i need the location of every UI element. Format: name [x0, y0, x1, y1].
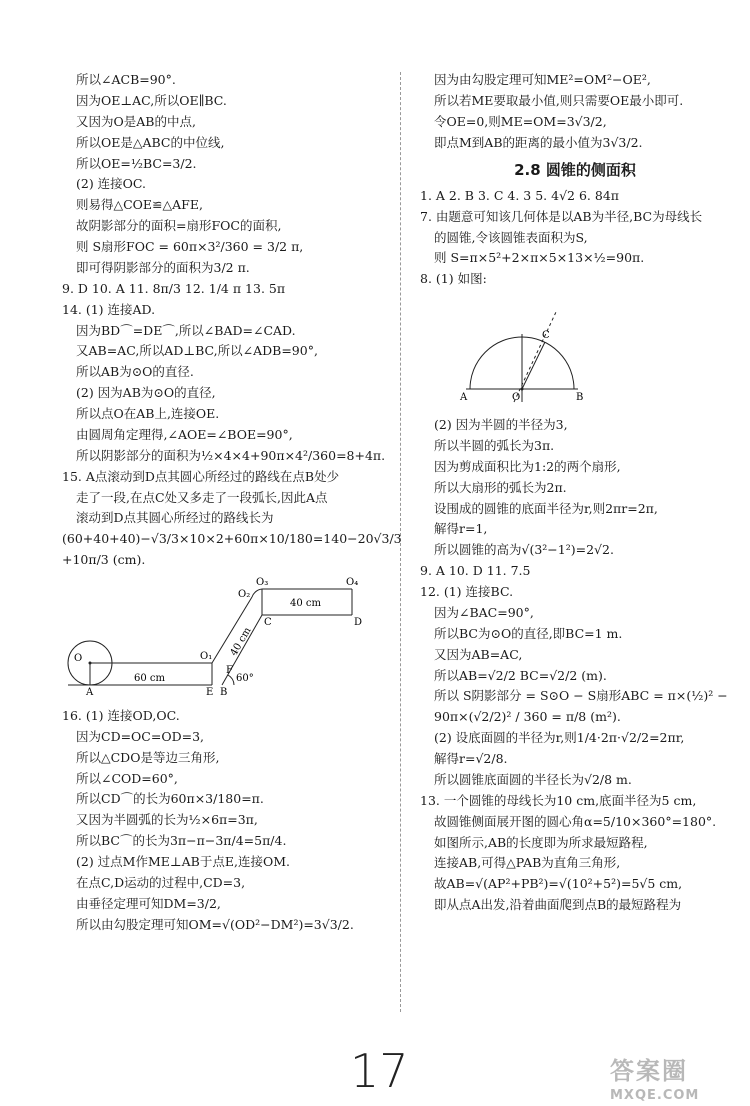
label-c: C [264, 617, 272, 628]
watermark-text: 答案圈 [610, 1057, 688, 1085]
answer-line: 9. A 10. D 11. 7.5 [420, 563, 531, 579]
formula-line: (60+40+40)−√3/3×10×2+60π×10/180=140−20√3/3 [62, 531, 402, 547]
text-line: 滚动到D点其圆心所经过的路线长为 [76, 510, 274, 526]
text-line: 所以阴影部分的面积为½×4×4+90π×4²/360=8+4π. [76, 447, 386, 463]
text-line: 如图所示,AB的长度即为所求最短路程, [434, 834, 648, 850]
label-c: C [542, 330, 550, 342]
text-line: 所以若ME要取最小值,则只需要OE最小即可. [434, 92, 684, 108]
watermark-url: MXQE.COM [610, 1088, 700, 1104]
text-line: (2) 因为AB为⊙O的直径, [76, 385, 216, 401]
label-e: E [206, 687, 214, 695]
text-line: 解得r=√2/8. [434, 751, 508, 766]
page-number: 17 [350, 1044, 409, 1098]
text-line: 由垂径定理可知DM=3/2, [76, 895, 221, 911]
text-line: 所以圆锥底面圆的半径长为√2/8 m. [434, 771, 632, 787]
text-line: 走了一段,在点C处又多走了一段弧长,因此A点 [76, 489, 328, 505]
text-line: 因为CD=OC=OD=3, [76, 728, 205, 744]
text-line: 所以AB为⊙O的直径. [76, 364, 194, 380]
text-line: (2) 连接OC. [76, 176, 147, 192]
text-line: 因为剪成面积比为1:2的两个扇形, [434, 458, 621, 474]
text-line: 即点M到AB的距离的最小值为3√3/2. [434, 134, 643, 150]
text-line: (2) 因为半圆的半径为3, [434, 417, 568, 432]
text-line: 所以∠COD=60°, [76, 770, 178, 786]
text-line: 所以点O在AB上,连接OE. [76, 406, 220, 421]
label-d: D [354, 617, 362, 628]
text-line: 所以△CDO是等边三角形, [76, 749, 220, 765]
answer-line: 12. (1) 连接BC. [420, 584, 514, 599]
text-line: 故阴影部分的面积=扇形FOC的面积, [76, 218, 282, 234]
text-line: 所以圆锥的高为√(3²−1²)=2√2. [434, 542, 614, 558]
text-line: 的圆锥,令该圆锥表面积为S, [434, 229, 588, 245]
label-40cm-slope: 40 cm [228, 625, 254, 658]
text-line: 即可得阴影部分的面积为3/2 π. [76, 259, 250, 275]
label-o: O [74, 653, 83, 664]
label-f: F [226, 665, 233, 676]
answer-line: 8. (1) 如图: [420, 271, 487, 287]
answer-line: 16. (1) 连接OD,OC. [62, 707, 180, 723]
label-a: A [86, 687, 94, 695]
text-line: 则 S扇形FOC = 60π×3²/360 = 3/2 π, [76, 239, 304, 254]
text-line: 所以BC为⊙O的直径,即BC=1 m. [434, 625, 623, 641]
rolling-circle-figure [62, 575, 380, 700]
label-o1: O₁ [200, 651, 213, 662]
text-line: 又因为O是AB的中点, [76, 113, 196, 129]
left-column [62, 72, 402, 938]
text-line: 又因为半圆弧的长为½×6π=3π, [76, 812, 258, 828]
label-40cm-top: 40 cm [290, 598, 321, 609]
label-o4: O₄ [346, 577, 359, 588]
text-line: 所以∠ACB=90°. [76, 72, 176, 87]
text-line: 90π×(√2/2)² / 360 = π/8 (m²). [434, 709, 621, 725]
formula-line: +10π/3 (cm). [62, 552, 146, 568]
text-line: 故AB=√(AP²+PB²)=√(10²+5²)=5√5 cm, [434, 876, 683, 892]
text-line: 所以OE是△ABC的中位线, [76, 134, 225, 150]
label-o3: O₃ [256, 577, 269, 588]
answer-line: 1. A 2. B 3. C 4. 3 5. 4√2 6. 84π [420, 187, 619, 203]
text-line: 因为OE⊥AC,所以OE∥BC. [76, 92, 227, 108]
text-line: 所以OE=½BC=3/2. [76, 155, 197, 171]
radius-oc [522, 342, 545, 389]
label-o: O [512, 392, 521, 404]
arc-o2-o3 [252, 589, 262, 597]
text-line: 连接AB,可得△PAB为直角三角形, [434, 855, 621, 871]
label-60deg: 60° [236, 673, 254, 684]
text-line: 令OE=0,则ME=OM=3√3/2, [434, 113, 607, 129]
answer-line: 7. 由题意可知该几何体是以AB为半径,BC为母线长 [420, 208, 703, 224]
text-line: 在点C,D运动的过程中,CD=3, [76, 874, 246, 890]
text-line: 则 S=π×5²+2×π×5×13×½=90π. [434, 250, 645, 266]
text-line: 又因为AB=AC, [434, 646, 523, 662]
text-line: 解得r=1, [434, 521, 488, 537]
text-line: 因为由勾股定理可知ME²=OM²−OE², [434, 72, 651, 87]
text-line: 又AB=AC,所以AD⊥BC,所以∠ADB=90°, [76, 343, 318, 359]
label-a: A [460, 392, 468, 404]
answer-line: 15. A点滚动到D点其圆心所经过的路线在点B处少 [62, 468, 340, 484]
label-b: B [220, 687, 228, 695]
point-o [521, 388, 524, 391]
rolling-circle-diagram [62, 575, 362, 695]
text-line: 则易得△COE≌△AFE, [76, 197, 203, 213]
text-line: 故圆锥侧面展开图的圆心角α=5/10×360°=180°. [434, 813, 717, 829]
text-line: 所以半圆的弧长为3π. [434, 437, 555, 453]
text-line: 所以BC⌒的长为3π−π−3π/4=5π/4. [76, 833, 287, 849]
text-line: 所以由勾股定理可知OM=√(OD²−DM²)=3√3/2. [76, 916, 354, 932]
text-line: 所以 S阴影部分 = S⊙O − S扇形ABC = π×(½)² − [434, 688, 728, 704]
watermark-logo [610, 1055, 740, 1103]
right-column [420, 72, 730, 918]
text-line: 所以AB=√2/2 BC=√2/2 (m). [434, 667, 607, 683]
text-line: 设围成的圆锥的底面半径为r,则2πr=2π, [434, 500, 658, 516]
semicircle-diagram [420, 294, 620, 404]
label-o2: O₂ [238, 589, 251, 600]
text-line: 所以大扇形的弧长为2π. [434, 479, 567, 495]
text-line: 因为∠BAC=90°, [434, 604, 534, 620]
label-b: B [576, 392, 584, 404]
answer-line: 13. 一个圆锥的母线长为10 cm,底面半径为5 cm, [420, 792, 697, 808]
angle-arc-60 [228, 675, 234, 685]
text-line: 所以CD⌒的长为60π×3/180=π. [76, 791, 264, 807]
text-line: 由圆周角定理得,∠AOE=∠BOE=90°, [76, 426, 293, 442]
text-line: 因为BD⌒=DE⌒,所以∠BAD=∠CAD. [76, 322, 296, 338]
text-line: (2) 过点M作ME⊥AB于点E,连接OM. [76, 854, 290, 869]
section-title: 2.8 圆锥的侧面积 [514, 160, 636, 179]
answer-line: 14. (1) 连接AD. [62, 301, 156, 317]
answer-line: 9. D 10. A 11. 8π/3 12. 1/4 π 13. 5π [62, 280, 286, 296]
label-60cm: 60 cm [134, 673, 165, 684]
text-line: (2) 设底面圆的半径为r,则1/4·2π·√2/2=2πr, [434, 730, 685, 746]
text-line: 即从点A出发,沿着曲面爬到点B的最短路程为 [434, 897, 682, 913]
semicircle-figure [420, 294, 730, 409]
